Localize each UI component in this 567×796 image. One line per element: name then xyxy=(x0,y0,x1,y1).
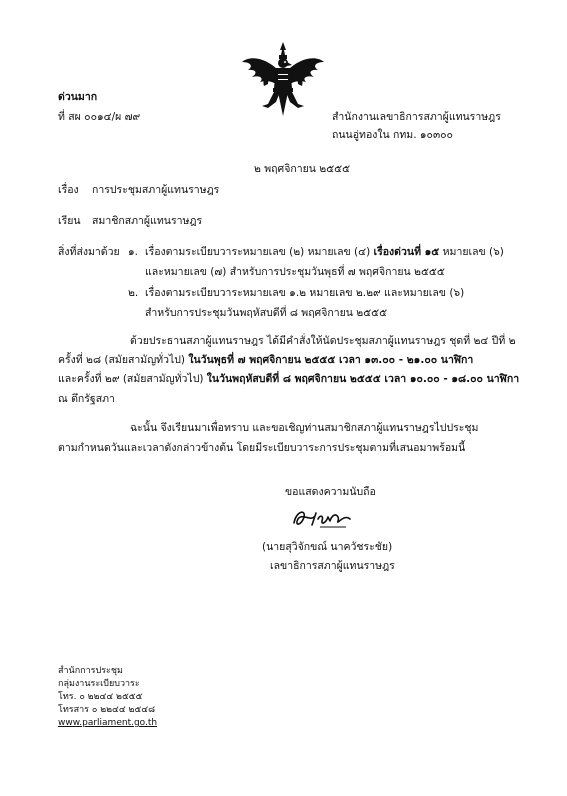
enclosure-1-line-1 xyxy=(145,245,504,259)
recipient-text: สมาชิกสภาผู้แทนราษฎร xyxy=(92,215,203,227)
footer-office: สำนักการประชุม xyxy=(58,666,123,676)
urgency-label: ด่วนมาก xyxy=(58,91,98,103)
footer-tel: โทร. ๐ ๒๒๔๔ ๒๕๕๕ xyxy=(58,692,143,702)
footer-block xyxy=(58,665,157,730)
organization-name: สำนักงานเลขาธิการสภาผู้แทนราษฎร xyxy=(332,111,501,123)
footer-group: กลุ่มงานระเบียบวาระ xyxy=(58,679,140,689)
enclosures-label: สิ่งที่ส่งมาด้วย xyxy=(58,246,120,258)
body-p2-line-2: ตามกำหนดวันและเวลาดังกล่าวข้างต้น โดยมีระเบียบวาระการประชุมตามที่เสนอมาพร้อมนี้ xyxy=(58,442,466,454)
enclosure-2-line-1: เรื่องตามระเบียบวาระหมายเลข ๑.๒ หมายเลข ๒.๒๙ และหมายเลข (๖) xyxy=(145,287,465,299)
body-p2-line-1: ฉะนั้น จึงเรียนมาเพื่อทราบ และขอเชิญท่านสมาชิกสภาผู้แทนราษฎรไปประชุม xyxy=(130,422,479,434)
meeting-29-label: และครั้งที่ ๒๙ (สมัยสามัญทั่วไป) xyxy=(58,373,204,385)
signer-title: เลขาธิการสภาผู้แทนราษฎร xyxy=(270,560,395,572)
body-p1-line-2 xyxy=(58,353,473,367)
meeting-28-label: ครั้งที่ ๒๘ (สมัยสามัญทั่วไป) xyxy=(58,354,186,366)
body-p1-line-3 xyxy=(58,372,519,386)
subject-text: การประชุมสภาผู้แทนราษฎร xyxy=(92,184,220,196)
footer-fax: โทรสาร ๐ ๒๒๔๔ ๒๕๔๘ xyxy=(58,705,156,715)
signature-icon xyxy=(290,505,352,531)
reference-number: ที่ สผ ๐๐๑๔/ผ ๗๙ xyxy=(58,111,141,123)
signer-name: (นายสุวิจักขณ์ นาควัชระชัย) xyxy=(262,541,393,553)
letter-date: ๒ พฤศจิกายน ๒๕๕๕ xyxy=(254,163,351,175)
body-p1-line-1: ด้วยประธานสภาผู้แทนราษฎร ได้มีคำสั่งให้นัดประชุมสภาผู้แทนราษฎร ชุดที่ ๒๔ ปีที่ ๒ xyxy=(130,335,516,347)
meeting-29-datetime: ในวันพฤหัสบดีที่ ๘ พฤศจิกายน ๒๕๕๕ เวลา ๑๐.๐๐ - ๑๘.๐๐ นาฬิกา xyxy=(206,373,520,385)
enclosure-1-line-2: และหมายเลข (๗) สำหรับการประชุมวันพุธที่ ๗ พฤศจิกายน ๒๕๕๕ xyxy=(145,266,445,278)
enclosure-2-line-2: สำหรับการประชุมวันพฤหัสบดีที่ ๘ พฤศจิกายน ๒๕๕๕ xyxy=(145,307,388,319)
garuda-emblem-icon xyxy=(238,40,328,120)
organization-address: ถนนอู่ทองใน กทม. ๑๐๓๐๐ xyxy=(332,129,453,141)
subject-label: เรื่อง xyxy=(58,184,79,196)
enclosure-1-urgent: เรื่องด่วนที่ ๑๕ xyxy=(373,246,440,258)
closing-salutation: ขอแสดงความนับถือ xyxy=(285,486,376,498)
body-p1-line-4: ณ ตึกรัฐสภา xyxy=(58,393,115,405)
recipient-label: เรียน xyxy=(58,215,81,227)
enclosure-2-number: ๒. xyxy=(128,287,139,299)
enclosure-1-text: เรื่องตามระเบียบวาระหมายเลข (๒) หมายเลข (๔) xyxy=(145,246,371,258)
footer-website-link[interactable]: www.parliament.go.th xyxy=(58,718,158,728)
meeting-28-datetime: ในวันพุธที่ ๗ พฤศจิกายน ๒๕๕๕ เวลา ๑๓.๐๐ - ๒๑.๐๐ นาฬิกา xyxy=(188,354,474,366)
enclosure-1-text-end: หมายเลข (๖) xyxy=(442,246,504,258)
enclosure-1-number: ๑. xyxy=(128,246,139,258)
